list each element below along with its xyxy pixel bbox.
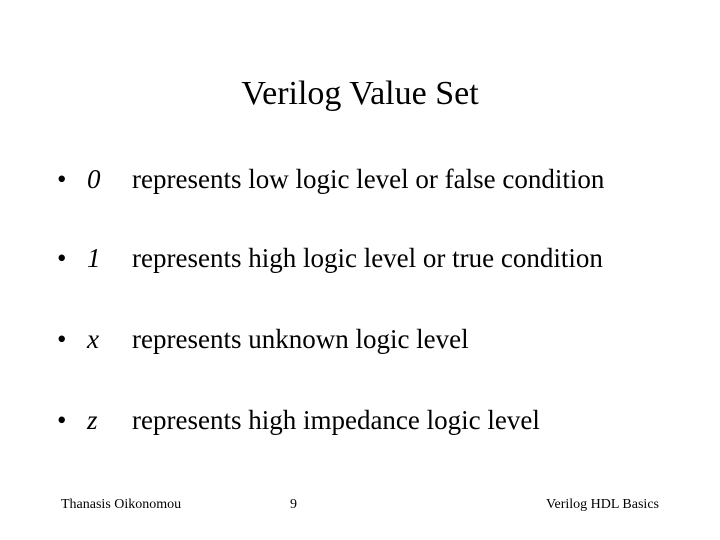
bullet-item-x	[0, 322, 720, 356]
value-symbol-z: z	[87, 405, 98, 435]
footer-course-title: Verilog HDL Basics	[545, 497, 659, 512]
value-symbol-1: 1	[87, 243, 101, 273]
footer-page-number: 9	[290, 497, 297, 512]
bullet-item-1	[0, 241, 720, 275]
value-description-1: represents high logic level or true condition	[132, 243, 603, 273]
bullet-dot: •	[57, 243, 67, 273]
bullet-item-z	[0, 403, 720, 437]
bullet-dot: •	[57, 405, 67, 435]
value-description-x: represents unknown logic level	[132, 324, 469, 354]
slide-title: Verilog Value Set	[241, 75, 479, 112]
footer-author: Thanasis Oikonomou	[61, 497, 182, 512]
value-symbol-x: x	[87, 324, 99, 354]
bullet-item-0	[0, 162, 720, 196]
value-symbol-0: 0	[87, 164, 101, 194]
bullet-dot: •	[57, 324, 67, 354]
value-description-z: represents high impedance logic level	[132, 405, 540, 435]
value-description-0: represents low logic level or false condition	[132, 164, 605, 194]
bullet-dot: •	[57, 164, 67, 194]
